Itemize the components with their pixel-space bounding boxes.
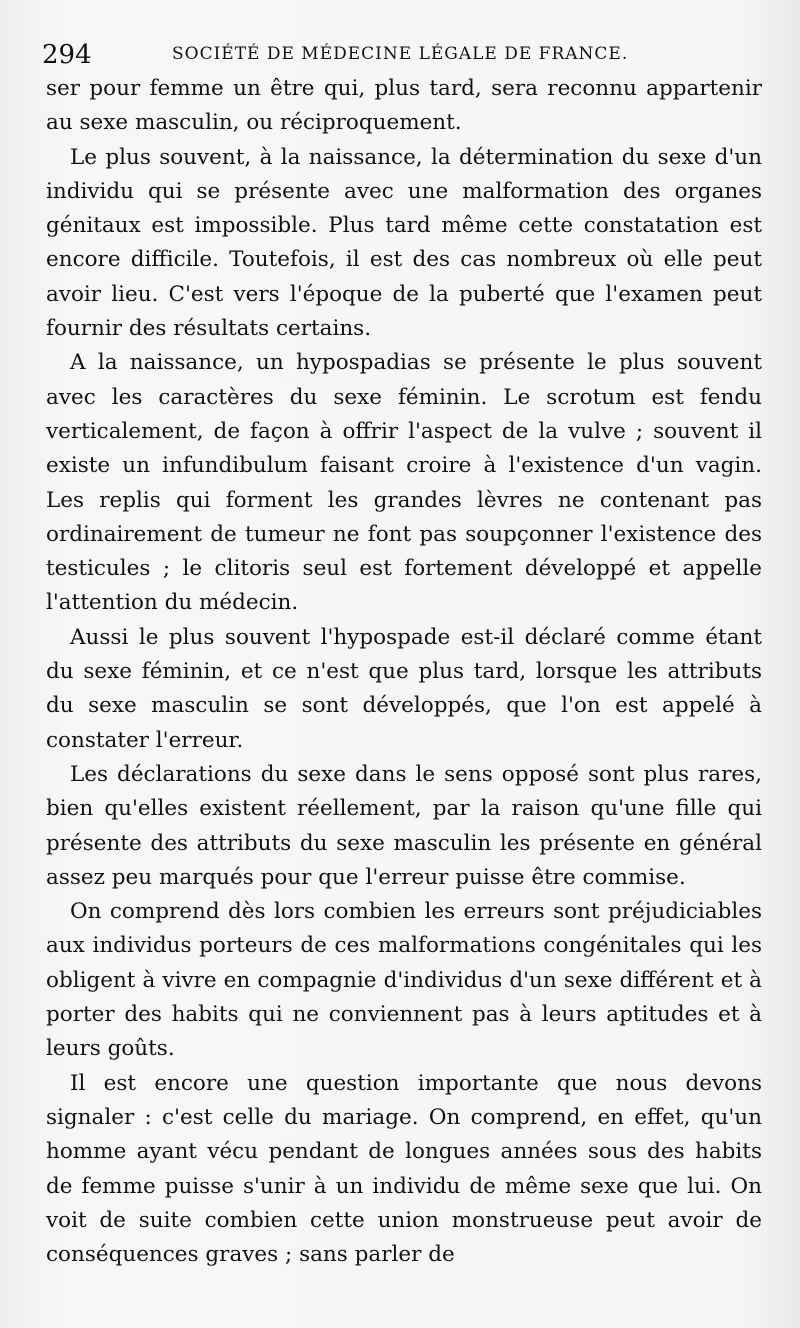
paragraph: ser pour femme un être qui, plus tard, sera reconnu appartenir au sexe masculin, ou réciproquement. — [46, 76, 762, 136]
body-text — [46, 72, 762, 1272]
page-number: 294 — [42, 40, 92, 70]
paragraph: On comprend dès lors combien les erreurs sont préjudiciables aux individus porteurs de ces malformations congénitales qui les obligent à vivre en compagnie d'individus d'un sexe différent et à porter des habits qui ne conviennent pas à leurs aptitudes et à leurs goûts. — [46, 899, 762, 1062]
paragraph: Il est encore une question importante que nous devons signaler : c'est celle du mariage. On comprend, en effet, qu'un homme ayant vécu pendant de longues années sous des habits de femme puisse s'unir à un individu de même sexe que lui. On voit de suite combien cette union monstrueuse peut avoir de conséquences graves ; sans parler de — [46, 1070, 762, 1268]
paragraph: A la naissance, un hypospadias se présente le plus souvent avec les caractères du sexe féminin. Le scrotum est fendu verticalement, de façon à offrir l'aspect de la vulve ; souvent il existe un infundibulum faisant croire à l'existence d'un vagin. Les replis qui forment les grandes lèvres ne contenant pas ordinairement de tumeur ne font pas soupçonner l'existence des testicules ; le clitoris seul est fortement développé et appelle l'attention du médecin. — [46, 350, 762, 616]
paragraph: Aussi le plus souvent l'hypospade est-il déclaré comme étant du sexe féminin, et ce n'est que plus tard, lorsque les attributs du sexe masculin se sont développés, que l'on est appelé à constater l'erreur. — [46, 624, 762, 753]
paragraph: Le plus souvent, à la naissance, la détermination du sexe d'un individu qui se présente avec une malformation des organes génitaux est impossible. Plus tard même cette constatation est encore difficile. Toutefois, il est des cas nombreux où elle peut avoir lieu. C'est vers l'époque de la puberté que l'examen peut fournir des résultats certains. — [46, 144, 762, 342]
running-head: SOCIÉTÉ DE MÉDECINE LÉGALE DE FRANCE. — [172, 44, 629, 64]
page-header — [42, 32, 762, 72]
paragraph: Les déclarations du sexe dans le sens opposé sont plus rares, bien qu'elles existent réellement, par la raison qu'une fille qui présente des attributs du sexe masculin les présente en général assez peu marqués pour que l'erreur puisse être commise. — [46, 761, 762, 890]
